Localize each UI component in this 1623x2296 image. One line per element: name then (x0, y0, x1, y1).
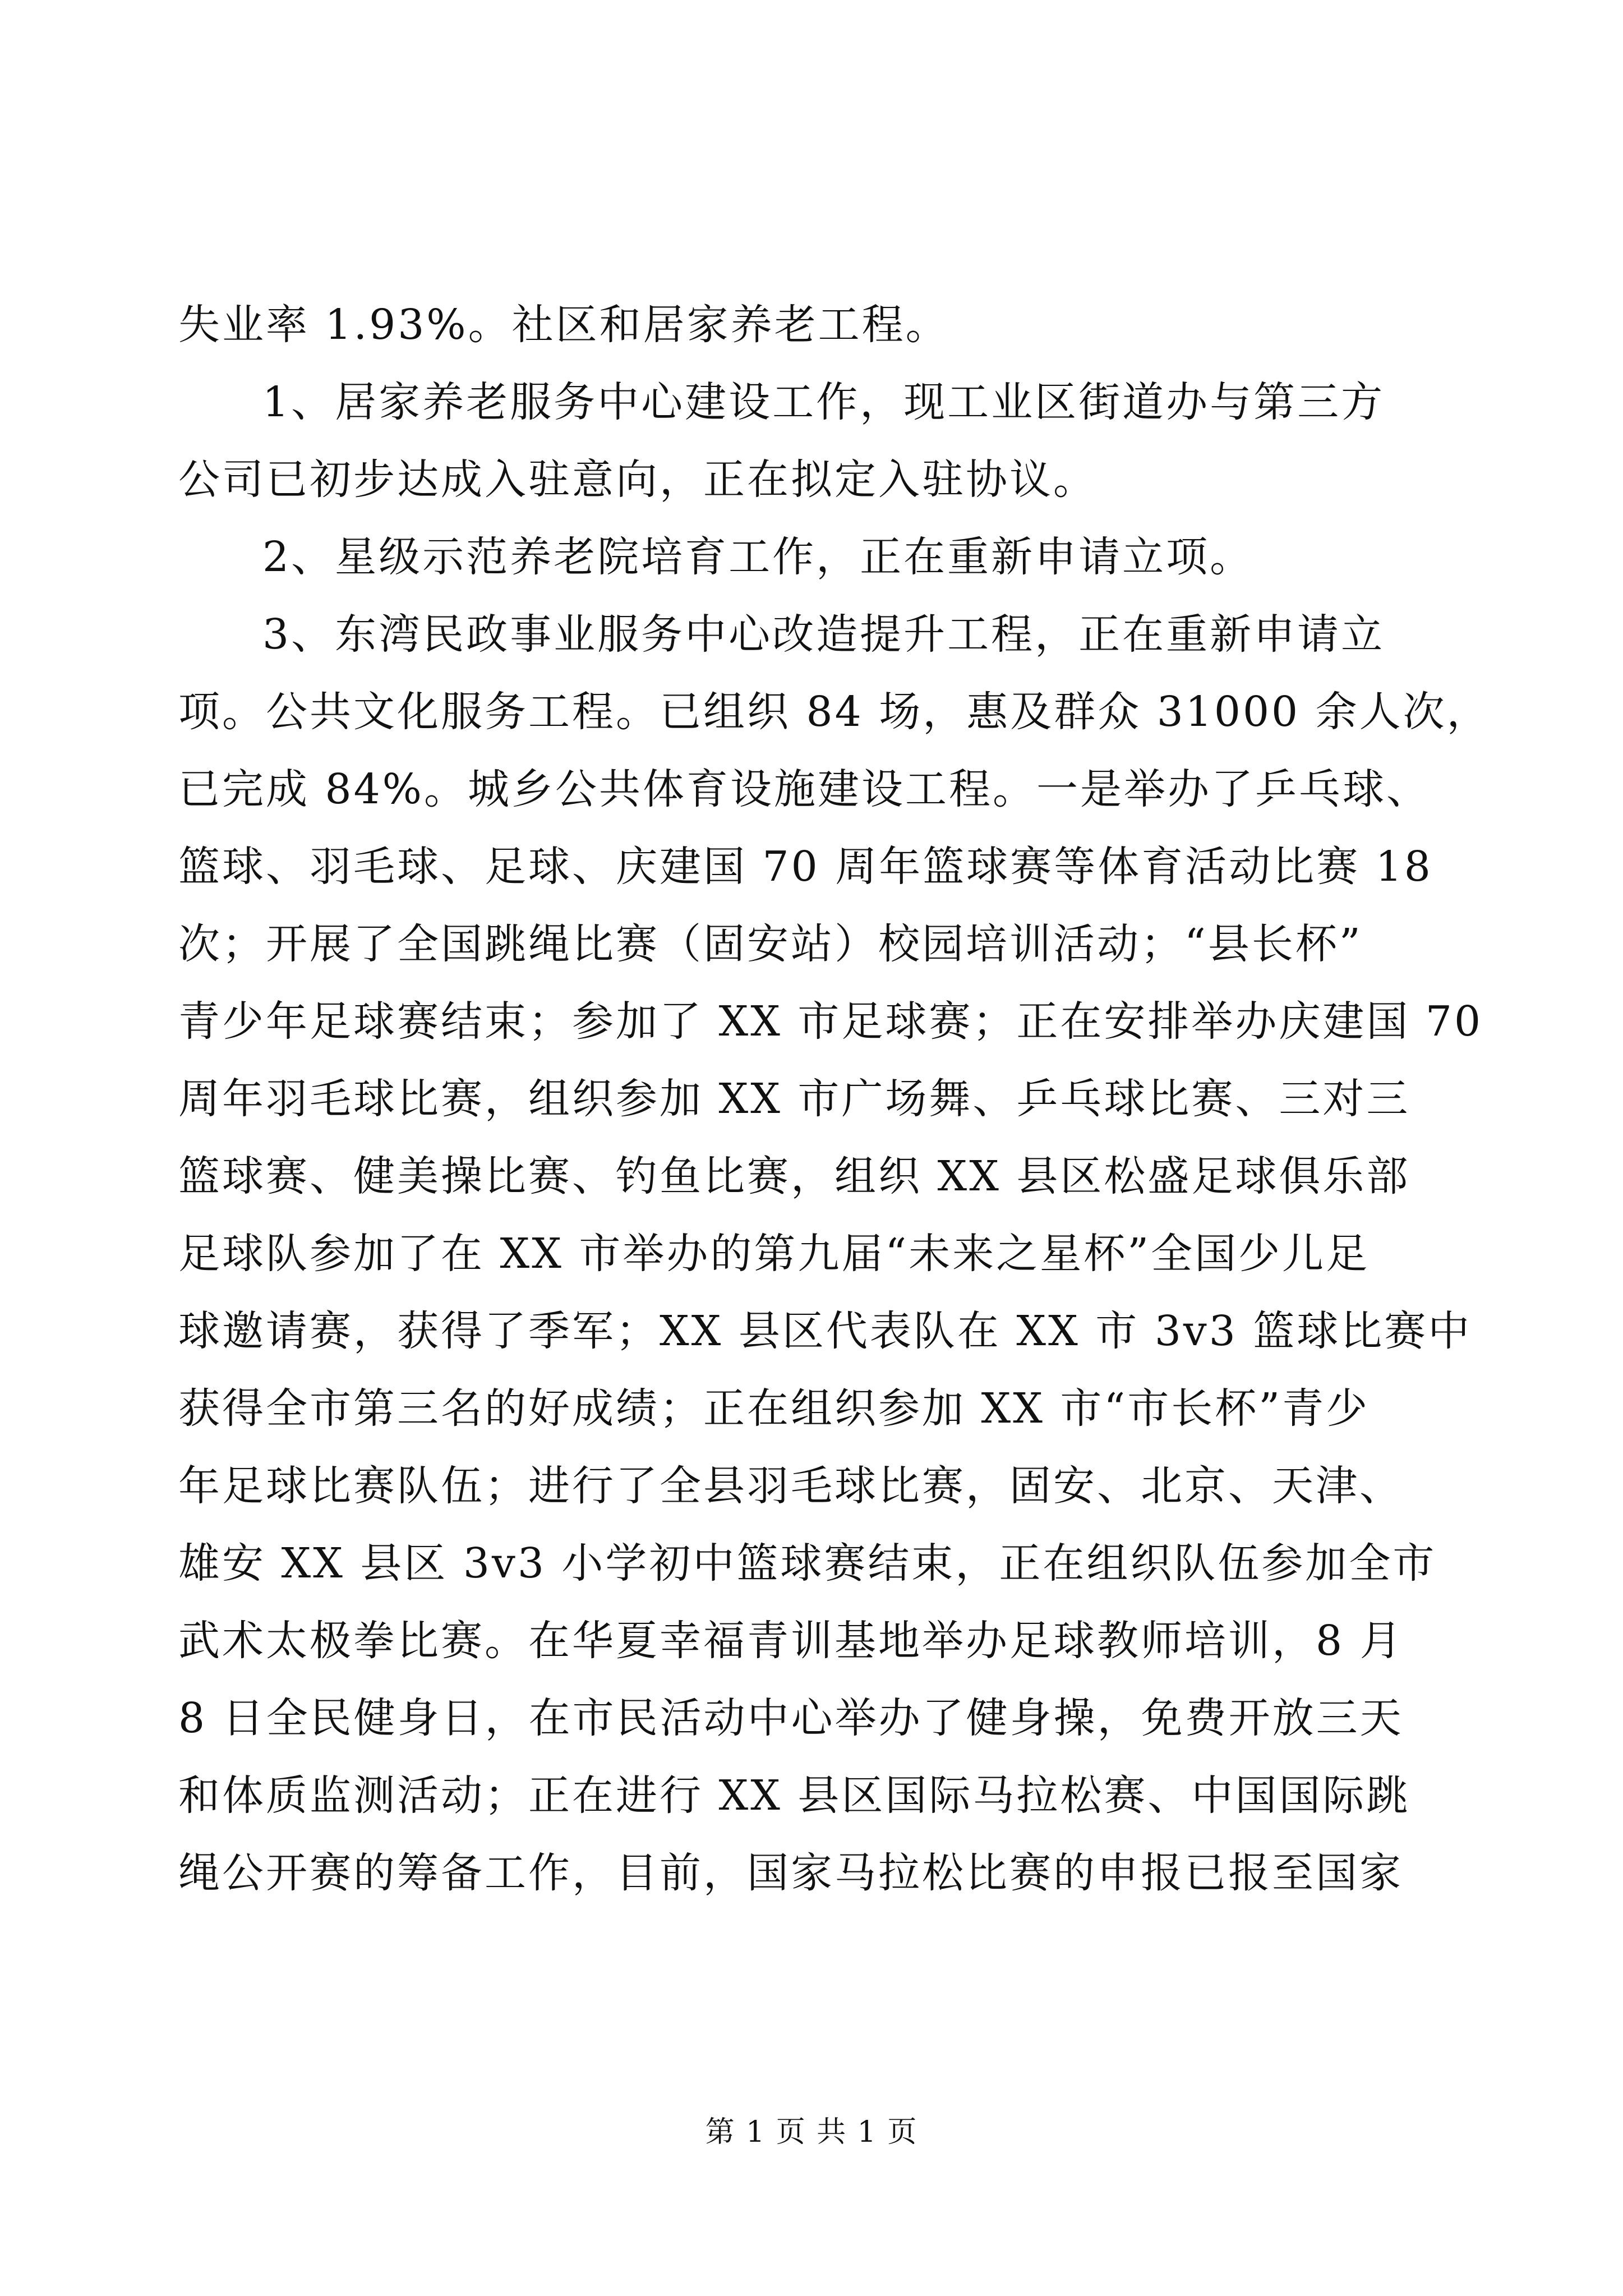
text-line: 绳公开赛的筹备工作，目前，国家马拉松比赛的申报已报至国家 (178, 1849, 1403, 1897)
text-line: 周年羽毛球比赛，组织参加 XX 市广场舞、乒乓球比赛、三对三 (178, 1075, 1410, 1123)
text-line: 篮球赛、健美操比赛、钓鱼比赛，组织 XX 县区松盛足球俱乐部 (178, 1152, 1410, 1200)
text-line: 武术太极拳比赛。在华夏幸福青训基地举办足球教师培训，8 月 (178, 1617, 1404, 1665)
page-footer: 第 1 页 共 1 页 (705, 2115, 918, 2149)
text-line: 公司已初步达成入驻意向，正在拟定入驻协议。 (178, 455, 1097, 504)
text-line: 年足球比赛队伍；进行了全县羽毛球比赛，固安、北京、天津、 (178, 1462, 1403, 1510)
text-line: 次；开展了全国跳绳比赛（固安站）校园培训活动；“县长杯” (178, 920, 1363, 968)
text-line: 足球队参加了在 XX 市举办的第九届“未来之星杯”全国少儿足 (178, 1230, 1370, 1278)
document-body (178, 286, 1491, 1912)
text-line: 青少年足球赛结束；参加了 XX 市足球赛；正在安排举办庆建国 70 (178, 997, 1483, 1046)
text-line: 和体质监测活动；正在进行 XX 县区国际马拉松赛、中国国际跳 (178, 1772, 1410, 1820)
text-line: 雄安 XX 县区 3v3 小学初中篮球赛结束，正在组织队伍参加全市 (178, 1539, 1437, 1588)
text-line: 失业率 1.93%。社区和居家养老工程。 (178, 301, 949, 349)
text-line: 球邀请赛，获得了季军；XX 县区代表队在 XX 市 3v3 篮球比赛中 (178, 1307, 1472, 1355)
text-line: 8 日全民健身日，在市民活动中心举办了健身操，免费开放三天 (178, 1694, 1404, 1742)
text-line: 1、居家养老服务中心建设工作，现工业区街道办与第三方 (262, 378, 1385, 426)
text-line: 篮球、羽毛球、足球、庆建国 70 周年篮球赛等体育活动比赛 18 (178, 843, 1433, 891)
text-line: 3、东湾民政事业服务中心改造提升工程，正在重新申请立 (262, 610, 1385, 659)
text-line: 获得全市第三名的好成绩；正在组织参加 XX 市“市长杯”青少 (178, 1384, 1370, 1433)
text-line: 已完成 84%。城乡公共体育设施建设工程。一是举办了乒乓球、 (178, 765, 1430, 813)
text-line: 项。公共文化服务工程。已组织 84 场，惠及群众 31000 余人次， (178, 688, 1491, 736)
text-line: 2、星级示范养老院培育工作，正在重新申请立项。 (262, 533, 1254, 581)
